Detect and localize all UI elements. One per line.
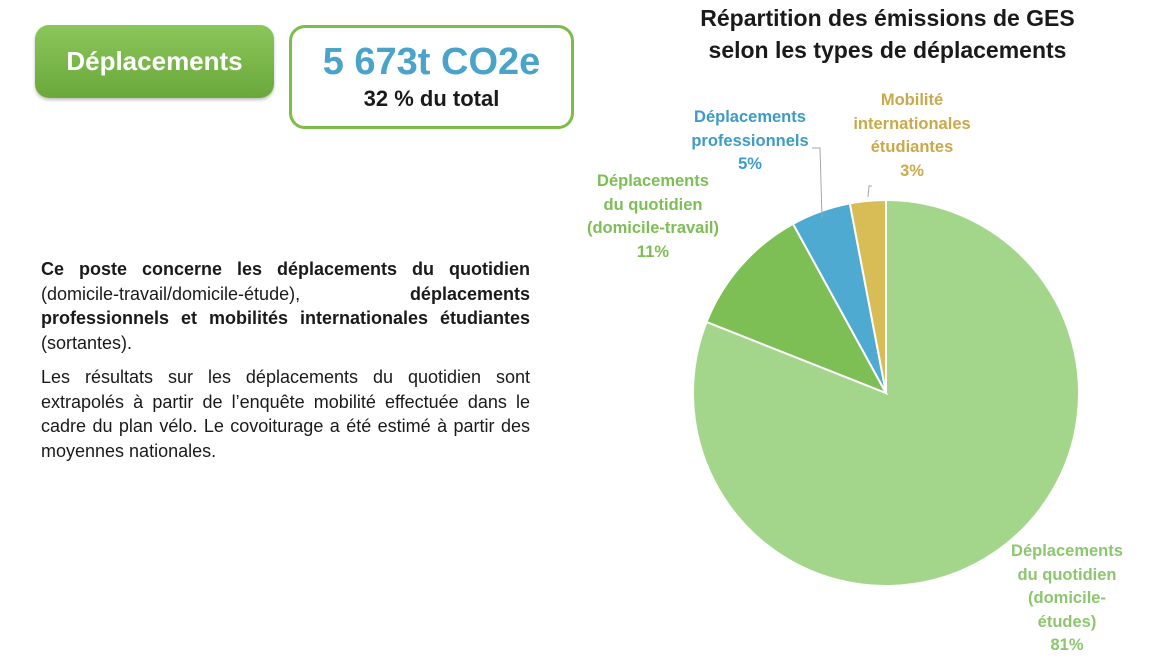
slice-percent-1: 81% xyxy=(1050,636,1084,654)
description-bold-1: Ce poste concerne les déplacements du quotidien xyxy=(41,259,530,279)
slice-label-1-line-2: du quotidien xyxy=(1017,565,1117,584)
slice-label-3 xyxy=(691,106,808,177)
description-normal-2: (sortantes). xyxy=(41,332,133,353)
slice-label-1 xyxy=(1011,540,1123,658)
description-paragraph-2: Les résultats sur les déplacements du quotidien sont extrapolés à partir de l’enquête mobilité effectuée dans le cadre du plan vélo. Le covoiturage a été estimé à partir des moyennes nationales. xyxy=(41,367,530,461)
total-emissions-value: 5 673t CO2e xyxy=(322,41,541,83)
chart-title-line-1: Répartition des émissions de GES xyxy=(700,5,1075,31)
chart-title-line-2: selon les types de déplacements xyxy=(708,37,1067,63)
slice-label-2 xyxy=(587,170,719,264)
leader-line-4 xyxy=(868,186,872,197)
slice-label-1-line-1: Déplacements xyxy=(1011,542,1123,560)
slice-label-3-line-2: professionnels xyxy=(691,131,809,150)
slice-label-2-line-2: du quotidien xyxy=(603,195,703,214)
slice-label-4-line-3: étudiantes xyxy=(870,138,954,156)
slice-label-2-line-3: (domicile-travail) xyxy=(586,219,720,237)
slice-label-4 xyxy=(853,89,970,183)
section-tab-label: Déplacements xyxy=(66,46,243,76)
slice-percent-2: 11% xyxy=(636,242,670,261)
slice-label-2-line-1: Déplacements xyxy=(597,172,709,190)
slice-label-1-line-3: (domicile- xyxy=(1028,589,1106,607)
leader-line-3 xyxy=(812,148,822,218)
slice-label-3-line-1: Déplacements xyxy=(694,108,806,126)
description-normal-1: (domicile-travail/domicile-étude), xyxy=(41,283,410,304)
slice-percent-4: 3% xyxy=(900,161,924,180)
total-share-value: 32 % du total xyxy=(363,86,500,111)
slice-label-1-line-4: études) xyxy=(1037,612,1097,631)
slice-label-4-line-1: Mobilité xyxy=(880,91,944,109)
slice-label-4-line-2: internationales xyxy=(853,114,971,133)
description-bold-2: déplacements professionnels et mobilités internationales étudiantes xyxy=(41,283,530,328)
slice-percent-3: 5% xyxy=(738,155,762,173)
